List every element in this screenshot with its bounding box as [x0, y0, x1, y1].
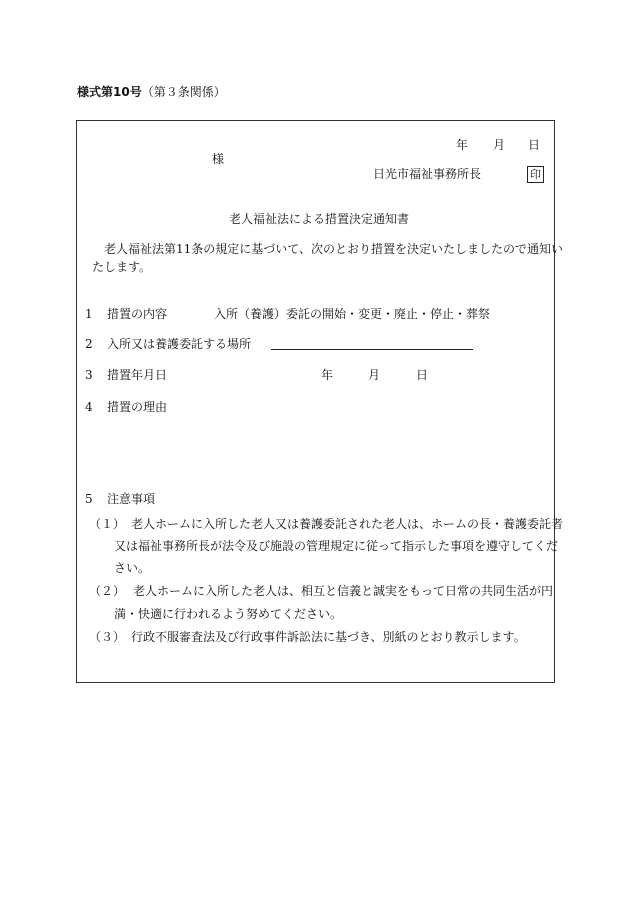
item-label-measure-date: 措置年月日 [107, 368, 168, 382]
item-number: 1 [85, 307, 93, 321]
item-number: 4 [85, 400, 93, 414]
item-label-placement-location: 入所又は養護委託する場所 [107, 337, 252, 351]
date-year-label: 年 [456, 138, 469, 152]
note-2-line-2: 満・快適に行われるよう努めてください。 [114, 607, 343, 621]
form-number: 様式第10号 [77, 85, 142, 99]
date-month-label: 月 [493, 138, 506, 152]
placement-location-blank-line [271, 349, 473, 350]
intro-line-1: 老人福祉法第11条の規定に基づいて、次のとおり措置を決定いたしましたので通知い [104, 242, 564, 256]
notice-form [76, 120, 564, 683]
note-marker: （１） [89, 517, 126, 531]
note-marker: （３） [89, 630, 126, 644]
note-2-line-1: 老人ホームに入所した老人は、相互と信義と誠実をもって日常の共同生活が円 [133, 584, 554, 598]
item-label-measure-reason: 措置の理由 [107, 400, 168, 414]
item-label-notes: 注意事項 [107, 492, 156, 506]
item-number: 5 [85, 492, 93, 506]
item-value-measure-content: 入所（養護）委託の開始・変更・廃止・停止・葬祭 [214, 307, 491, 321]
intro-line-2: たします。 [92, 260, 152, 274]
addressee-honorific: 様 [212, 152, 225, 166]
item-number: 2 [85, 337, 93, 351]
note-1-line-2: 又は福祉事務所長が法令及び施設の管理規定に従って指示した事項を遵守してくだ [114, 539, 559, 553]
note-1-line-3: さい。 [114, 561, 151, 575]
document-title: 老人福祉法による措置決定通知書 [229, 212, 410, 226]
form-relation: （第３条関係） [141, 85, 226, 99]
measure-date-month-label: 月 [368, 368, 381, 382]
form-number-heading [77, 83, 226, 100]
date-day-label: 日 [528, 138, 541, 152]
seal-mark: 印 [527, 166, 544, 183]
note-marker: （２） [89, 584, 126, 598]
item-number: 3 [85, 368, 93, 382]
note-3-line-1: 行政不服審査法及び行政事件訴訟法に基づき、別紙のとおり教示します。 [131, 630, 526, 644]
note-1-line-1: 老人ホームに入所した老人又は養護委託された老人は、ホームの長・養護委託者 [131, 517, 564, 531]
measure-date-day-label: 日 [416, 368, 429, 382]
issuer-name: 日光市福祉事務所長 [373, 167, 482, 181]
measure-date-year-label: 年 [321, 368, 334, 382]
item-label-measure-content: 措置の内容 [107, 307, 168, 321]
